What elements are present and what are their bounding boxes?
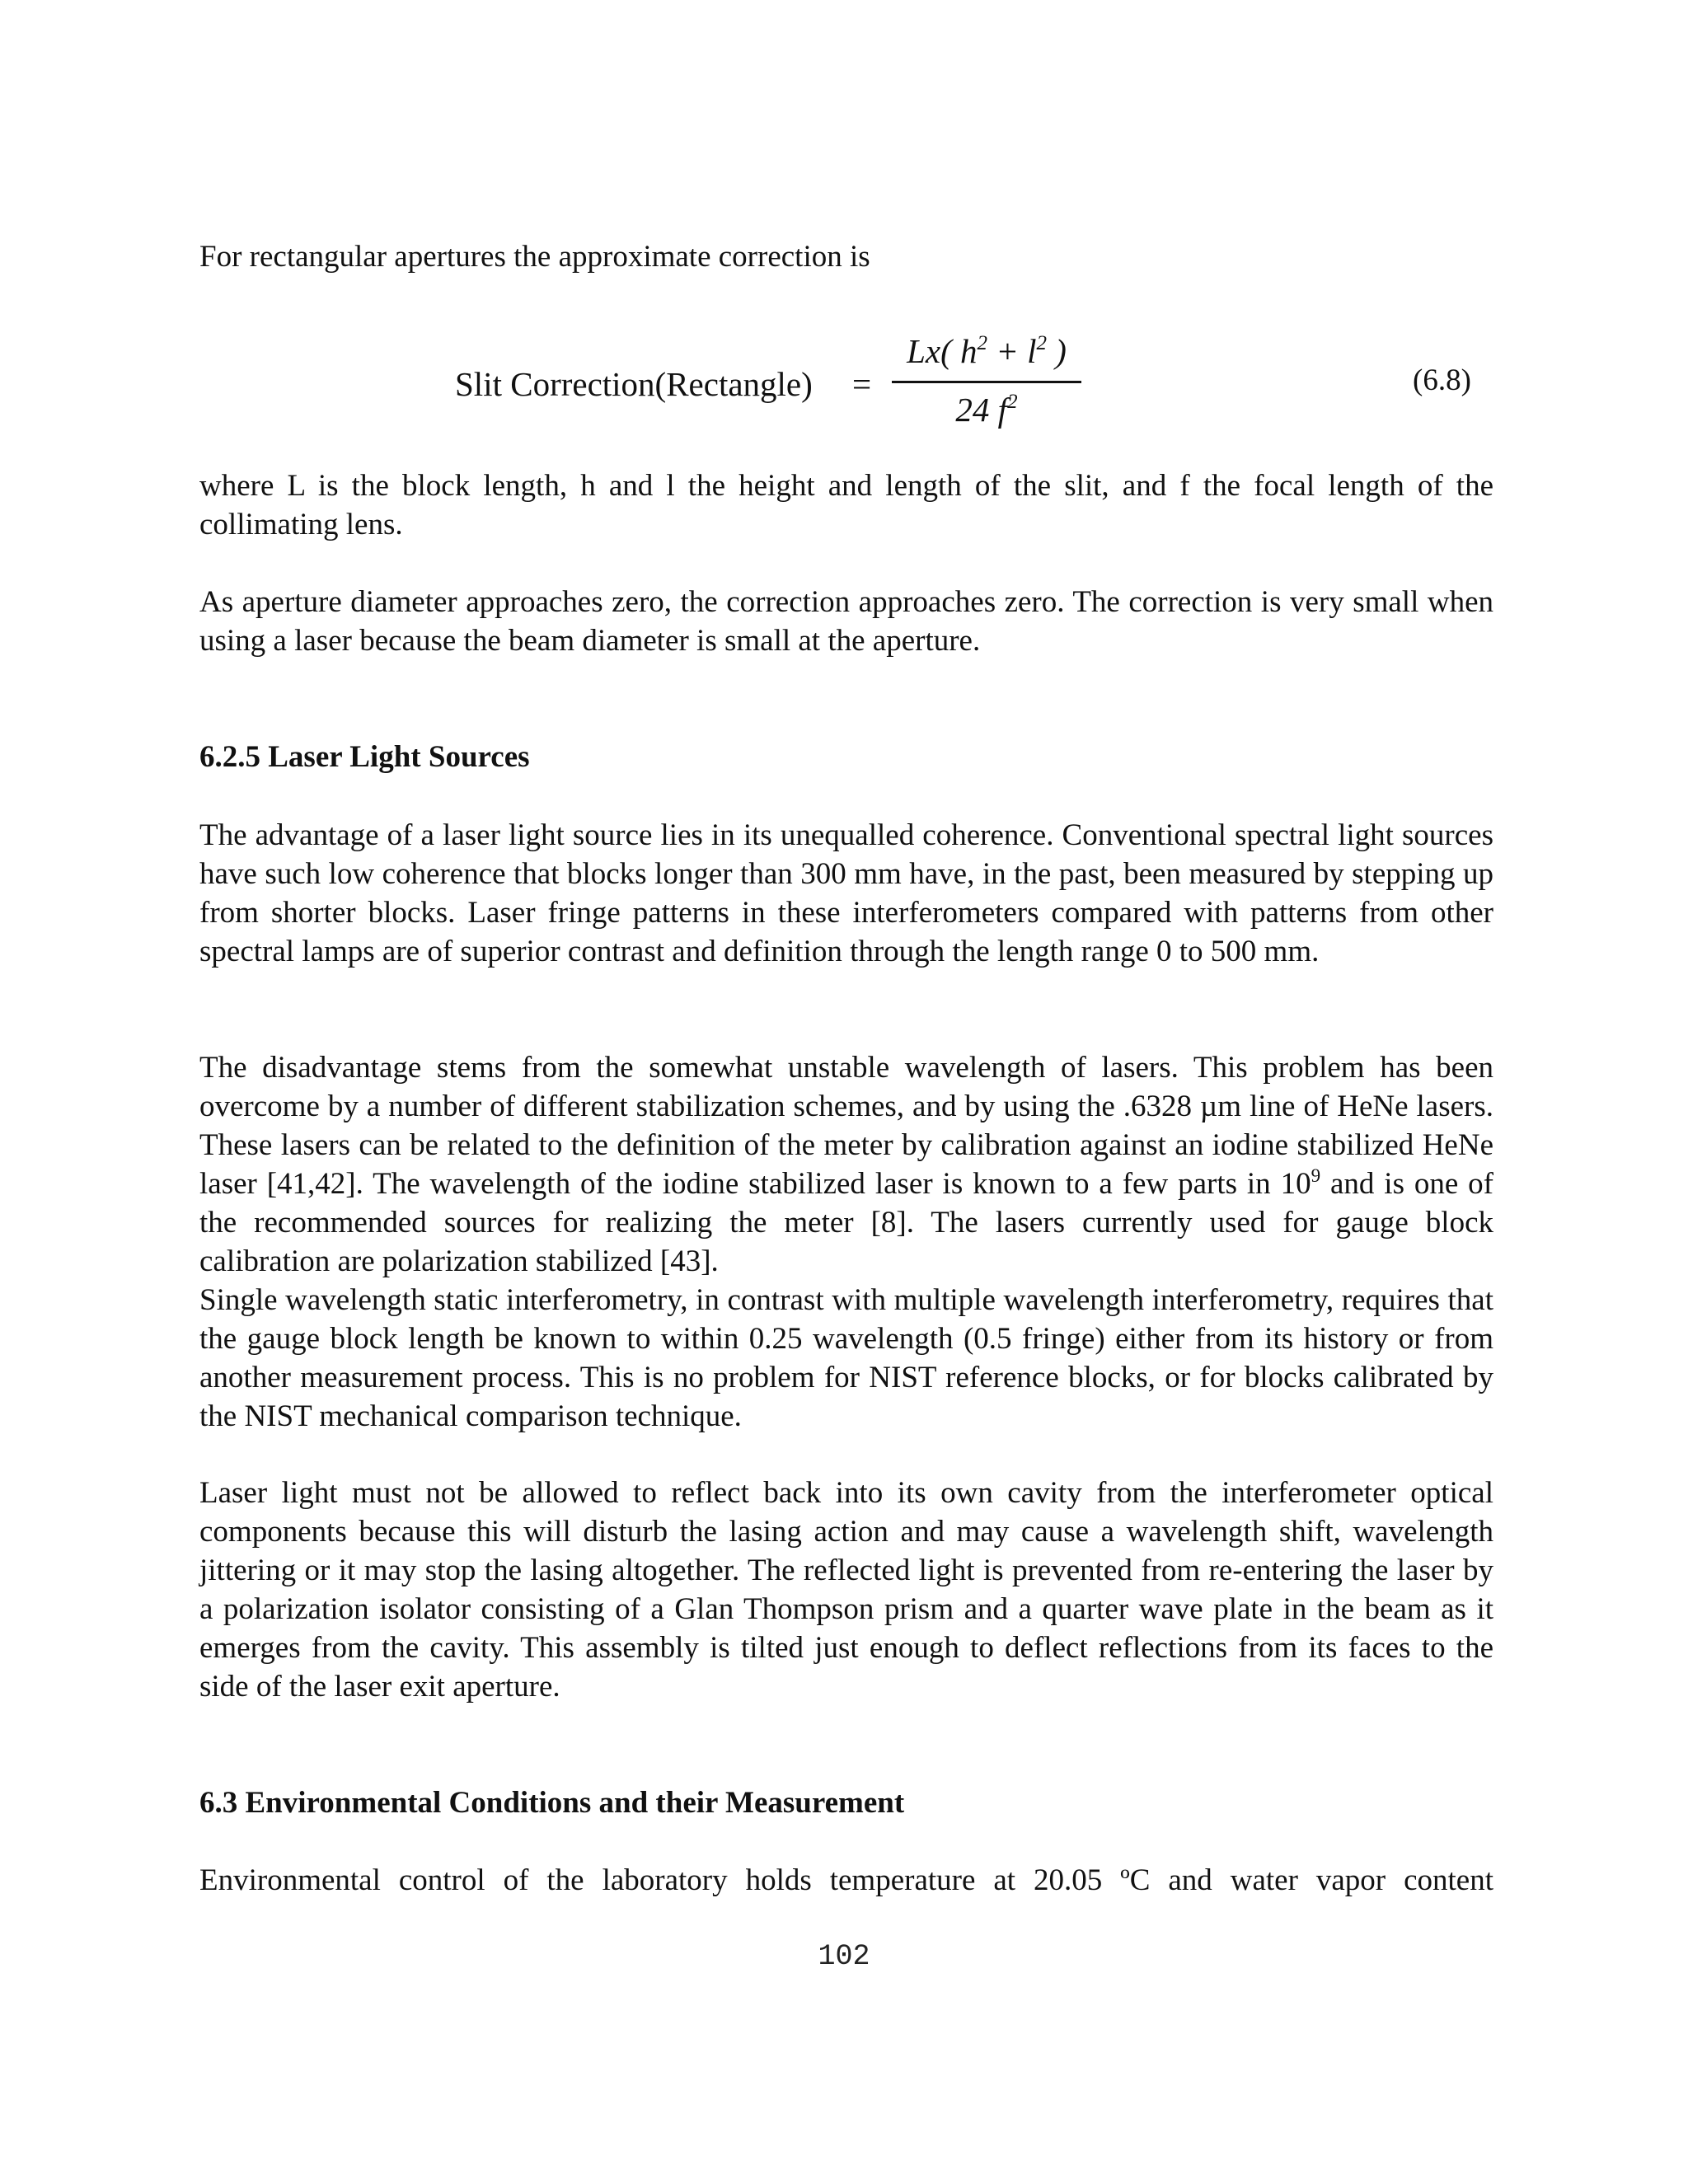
advantage-paragraph: The advantage of a laser light source lies in its unequalled coherence. Conventional spectral light sources have such low coherence that blocks longer than 300 mm have, in the past, been measured by stepping up from shorter blocks. Laser fringe patterns in these interferometers compared with patterns from other spectral lamps are of superior contrast and definition through the length range 0 to 500 mm. — [199, 818, 1493, 968]
laser-light-paragraph: Laser light must not be allowed to reflect back into its own cavity from the interferometer optical components because this will disturb the lasing action and may cause a wavelength shift, wavelength jittering or it may stop the lasing altogether. The reflected light is prevented from re-entering the laser by a polarization isolator consisting of a Glan Thompson prism and a quarter wave plate in the beam as it emerges from the cavity. This assembly is tilted just enough to deflect reflections from its faces to the side of the laser exit aperture. — [199, 1476, 1493, 1704]
intro-paragraph: For rectangular apertures the approximate correction is — [199, 240, 870, 274]
equation-equals: = — [852, 365, 872, 403]
aperture-paragraph: As aperture diameter approaches zero, the correction approaches zero. The correction is very small when using a laser because the beam diameter is small at the aperture. — [199, 585, 1493, 658]
single-wavelength-paragraph: Single wavelength static interferometry, in contrast with multiple wavelength interferometry, requires that the gauge block length be known to within 0.25 wavelength (0.5 fringe) either from its history or from another measurement process. This is no problem for NIST reference blocks, or for blocks calibrated by the NIST mechanical comparison technique. — [199, 1283, 1493, 1433]
equation-label: Slit Correction(Rectangle) — [455, 365, 813, 403]
equation-fraction — [892, 330, 1081, 431]
equation-numerator: Lx( $h^2 + l^2$ ) — [907, 332, 1067, 370]
fraction-bar — [892, 381, 1081, 383]
disadvantage-paragraph: The disadvantage stems from the somewhat unstable wavelength of lasers. This problem has been overcome by a number of different stabilization schemes, and by using the .6328 µm line of HeNe lasers. These lasers can be related to the definition of the meter by calibration against an iodine stabilized HeNe laser [41,42]. The wavelength of the iodine stabilized laser is known to a few parts in $10^9$ and is one of the recommended sources for realizing the meter [8]. The lasers currently used for gauge block calibration are polarization stabilized [43]. — [199, 1051, 1493, 1278]
section-heading-6-3: 6.3 Environmental Conditions and their Measurement — [199, 1786, 905, 1820]
equation-number: (6.8) — [1413, 363, 1471, 397]
where-paragraph: where L is the block length, h and l the height and length of the slit, and f the focal length of the collimating lens. — [199, 469, 1493, 541]
page-number: 102 — [818, 1940, 870, 1973]
section-heading-6-2-5: 6.2.5 Laser Light Sources — [199, 740, 530, 774]
equation-denominator: 24 $f^2$ — [955, 391, 1018, 429]
environmental-paragraph: Environmental control of the laboratory holds temperature at 20.05 ºC and water vapor content — [199, 1863, 1493, 1897]
